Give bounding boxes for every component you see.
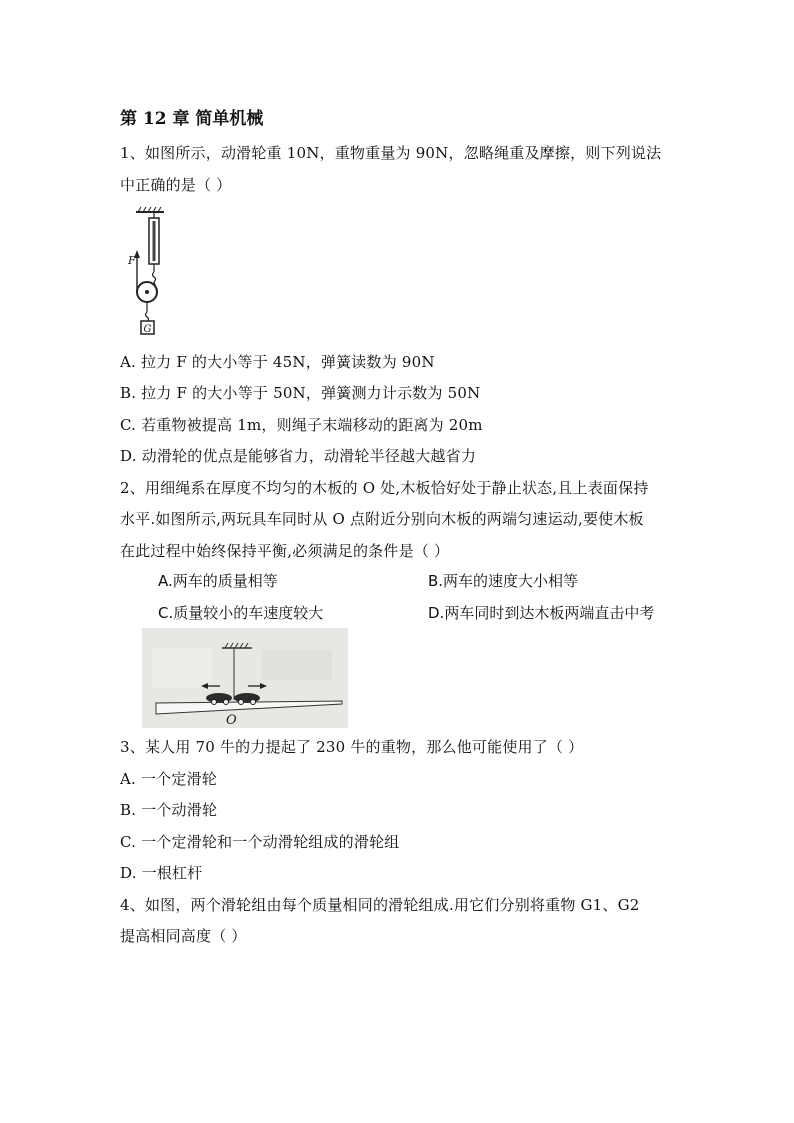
q4-stem-line1: 4、如图，两个滑轮组由每个质量相同的滑轮组成.用它们分别将重物 G1、G2 bbox=[120, 896, 640, 914]
q3-stem: 3、某人用 70 牛的力提起了 230 牛的重物，那么他可能使用了（ ） bbox=[120, 738, 584, 756]
q1-pulley-figure bbox=[124, 206, 172, 338]
q2-lever-figure bbox=[142, 628, 348, 728]
q1-option-d: D. 动滑轮的优点是能够省力，动滑轮半径越大越省力 bbox=[120, 447, 477, 465]
q1-option-a: A. 拉力 F 的大小等于 45N，弹簧读数为 90N bbox=[120, 353, 435, 371]
q2-stem-line3: 在此过程中始终保持平衡,必须满足的条件是（ ） bbox=[120, 542, 450, 560]
q4-stem-line2: 提高相同高度（ ） bbox=[120, 927, 247, 945]
q1-figure-weight-label: G bbox=[143, 324, 152, 335]
q3-option-b: B. 一个动滑轮 bbox=[120, 801, 218, 819]
q1-option-b: B. 拉力 F 的大小等于 50N，弹簧测力计示数为 50N bbox=[120, 384, 481, 402]
q1-figure-force-label: F bbox=[128, 254, 136, 267]
q2-option-a: A.两车的质量相等 bbox=[158, 572, 278, 590]
q2-option-c: C.质量较小的车速度较大 bbox=[158, 604, 324, 622]
q1-stem-line1: 1、如图所示，动滑轮重 10N，重物重量为 90N，忽略绳重及摩擦，则下列说法 bbox=[120, 144, 662, 162]
q3-option-a: A. 一个定滑轮 bbox=[120, 770, 217, 788]
q3-option-c: C. 一个定滑轮和一个动滑轮组成的滑轮组 bbox=[120, 833, 400, 851]
chapter-title: 第 12 章 简单机械 bbox=[120, 109, 264, 129]
q2-stem-line1: 2、用细绳系在厚度不均匀的木板的 O 处,木板恰好处于静止状态,且上表面保持 bbox=[120, 479, 649, 497]
q2-option-d: D.两车同时到达木板两端直击中考 bbox=[428, 604, 655, 622]
q3-option-d: D. 一根杠杆 bbox=[120, 864, 203, 882]
q1-stem-line2: 中正确的是（ ） bbox=[120, 176, 232, 194]
q2-stem-line2: 水平.如图所示,两玩具车同时从 O 点附近分别向木板的两端匀速运动,要使木板 bbox=[120, 510, 644, 528]
q1-option-c: C. 若重物被提高 1m，则绳子末端移动的距离为 20m bbox=[120, 416, 483, 434]
q2-option-b: B.两车的速度大小相等 bbox=[428, 572, 579, 590]
q2-figure-o-label: O bbox=[226, 713, 237, 728]
